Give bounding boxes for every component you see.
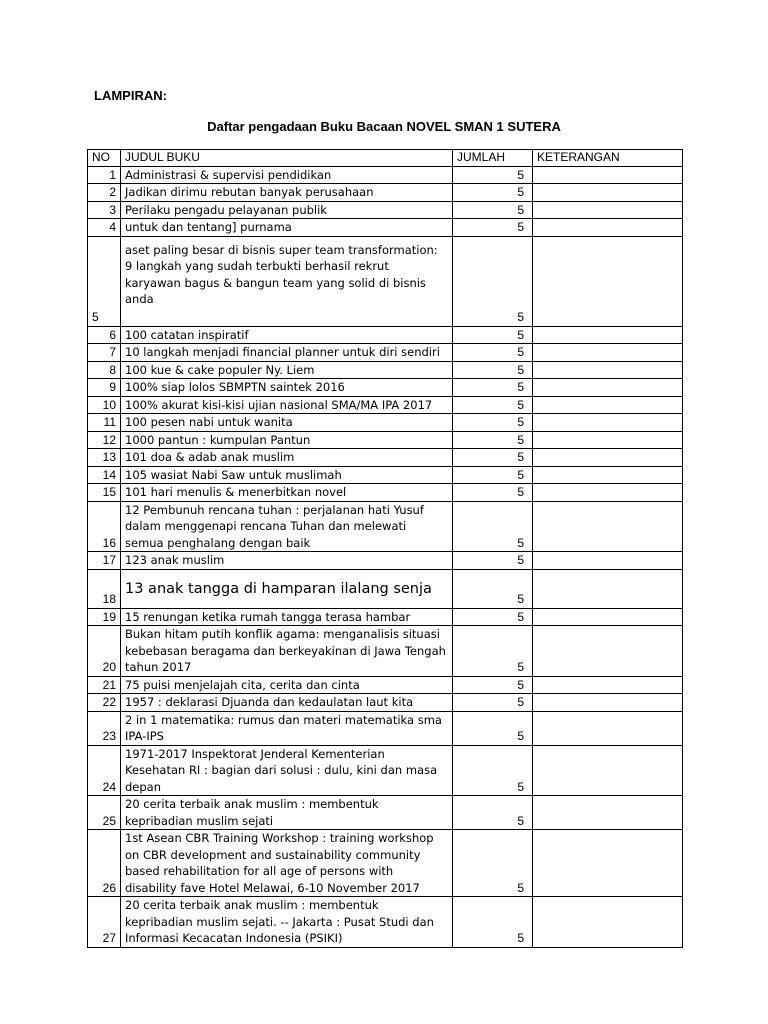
- row-quantity: 5: [453, 676, 533, 694]
- row-no: 11: [88, 414, 121, 432]
- row-quantity: 5: [453, 431, 533, 449]
- table-row: [88, 184, 683, 202]
- row-quantity: 5: [453, 608, 533, 626]
- row-remarks: [533, 379, 683, 397]
- row-remarks: [533, 501, 683, 552]
- row-title: 1971-2017 Inspektorat Jenderal Kementerian Kesehatan RI : bagian dari solusi : dulu, kini dan masa depan: [121, 745, 453, 796]
- table-row: [88, 236, 683, 326]
- table-row: [88, 219, 683, 237]
- row-quantity: 5: [453, 344, 533, 362]
- row-quantity: 5: [453, 219, 533, 237]
- row-no: 12: [88, 431, 121, 449]
- row-remarks: [533, 236, 683, 326]
- row-no: 16: [88, 501, 121, 552]
- table-row: [88, 501, 683, 552]
- row-quantity: 5: [453, 694, 533, 712]
- table-row: [88, 745, 683, 796]
- row-remarks: [533, 897, 683, 948]
- row-no: 10: [88, 396, 121, 414]
- row-quantity: 5: [453, 166, 533, 184]
- row-no: 13: [88, 449, 121, 467]
- row-quantity: 5: [453, 796, 533, 830]
- row-quantity: 5: [453, 396, 533, 414]
- row-no: 5: [88, 236, 121, 326]
- row-title: [121, 569, 453, 608]
- row-remarks: [533, 326, 683, 344]
- row-title-text: 13 anak tangga di hamparan ilalang senja: [125, 581, 432, 597]
- row-remarks: [533, 414, 683, 432]
- row-title: Jadikan dirimu rebutan banyak perusahaan: [121, 184, 453, 202]
- row-quantity: 5: [453, 830, 533, 897]
- row-title: 1000 pantun : kumpulan Pantun: [121, 431, 453, 449]
- table-row: [88, 676, 683, 694]
- row-no: 22: [88, 694, 121, 712]
- row-quantity: 5: [453, 379, 533, 397]
- row-remarks: [533, 449, 683, 467]
- row-no: 3: [88, 201, 121, 219]
- table-header-row: [88, 150, 683, 167]
- row-no: 6: [88, 326, 121, 344]
- row-no: 4: [88, 219, 121, 237]
- table-row: [88, 344, 683, 362]
- table-row: [88, 166, 683, 184]
- row-remarks: [533, 569, 683, 608]
- header-no: NO: [88, 150, 121, 167]
- row-title: 100 pesen nabi untuk wanita: [121, 414, 453, 432]
- row-title: 123 anak muslim: [121, 552, 453, 570]
- table-row: [88, 897, 683, 948]
- row-title: 100 catatan inspiratif: [121, 326, 453, 344]
- row-no: 19: [88, 608, 121, 626]
- table-row: [88, 379, 683, 397]
- header-jumlah: JUMLAH: [453, 150, 533, 167]
- row-no: 14: [88, 466, 121, 484]
- table-row: [88, 361, 683, 379]
- row-remarks: [533, 676, 683, 694]
- table-row: [88, 694, 683, 712]
- row-remarks: [533, 396, 683, 414]
- row-title: 100% akurat kisi-kisi ujian nasional SMA/MA IPA 2017: [121, 396, 453, 414]
- row-quantity: 5: [453, 466, 533, 484]
- row-no: 18: [88, 569, 121, 608]
- table-row: [88, 608, 683, 626]
- row-remarks: [533, 694, 683, 712]
- table-row: [88, 626, 683, 677]
- row-quantity: 5: [453, 236, 533, 326]
- row-no: 27: [88, 897, 121, 948]
- row-quantity: 5: [453, 569, 533, 608]
- row-remarks: [533, 608, 683, 626]
- table-row: [88, 711, 683, 745]
- row-no: 15: [88, 484, 121, 502]
- table-row: [88, 466, 683, 484]
- row-title: Administrasi & supervisi pendidikan: [121, 166, 453, 184]
- table-row: [88, 431, 683, 449]
- row-title: 1st Asean CBR Training Workshop : training workshop on CBR development and sustainability community based rehabilitation for all age of persons with disability fave Hotel Melawai, 6-10 November 2017: [121, 830, 453, 897]
- row-remarks: [533, 796, 683, 830]
- row-no: 7: [88, 344, 121, 362]
- row-remarks: [533, 830, 683, 897]
- row-title: untuk dan tentang] purnama: [121, 219, 453, 237]
- row-title: Perilaku pengadu pelayanan publik: [121, 201, 453, 219]
- row-title: 75 puisi menjelajah cita, cerita dan cinta: [121, 676, 453, 694]
- row-title: 20 cerita terbaik anak muslim : membentuk kepribadian muslim sejati: [121, 796, 453, 830]
- table-row: [88, 414, 683, 432]
- row-remarks: [533, 552, 683, 570]
- row-quantity: 5: [453, 361, 533, 379]
- row-no: 1: [88, 166, 121, 184]
- row-remarks: [533, 484, 683, 502]
- row-quantity: 5: [453, 449, 533, 467]
- row-no: 26: [88, 830, 121, 897]
- row-quantity: 5: [453, 745, 533, 796]
- row-quantity: 5: [453, 201, 533, 219]
- row-title: 2 in 1 matematika: rumus dan materi matematika sma IPA-IPS: [121, 711, 453, 745]
- row-quantity: 5: [453, 184, 533, 202]
- book-procurement-table: [87, 149, 683, 948]
- row-quantity: 5: [453, 897, 533, 948]
- row-remarks: [533, 466, 683, 484]
- row-quantity: 5: [453, 326, 533, 344]
- row-title: Bukan hitam putih konflik agama: menganalisis situasi kebebasan beragama dan berkeyakinan di Jawa Tengah tahun 2017: [121, 626, 453, 677]
- table-row: [88, 396, 683, 414]
- row-title: 101 doa & adab anak muslim: [121, 449, 453, 467]
- row-title: 15 renungan ketika rumah tangga terasa hambar: [121, 608, 453, 626]
- row-remarks: [533, 431, 683, 449]
- table-row: [88, 830, 683, 897]
- row-remarks: [533, 166, 683, 184]
- row-title: 1957 : deklarasi Djuanda dan kedaulatan laut kita: [121, 694, 453, 712]
- row-title: 101 hari menulis & menerbitkan novel: [121, 484, 453, 502]
- row-remarks: [533, 626, 683, 677]
- row-no: 24: [88, 745, 121, 796]
- row-remarks: [533, 361, 683, 379]
- row-quantity: 5: [453, 626, 533, 677]
- row-no: 20: [88, 626, 121, 677]
- row-quantity: 5: [453, 414, 533, 432]
- table-row: [88, 201, 683, 219]
- row-remarks: [533, 184, 683, 202]
- header-keterangan: KETERANGAN: [533, 150, 683, 167]
- row-quantity: 5: [453, 501, 533, 552]
- table-row: [88, 569, 683, 608]
- document-title: Daftar pengadaan Buku Bacaan NOVEL SMAN 1 SUTERA: [207, 119, 561, 134]
- row-remarks: [533, 745, 683, 796]
- row-quantity: 5: [453, 552, 533, 570]
- attachment-heading: LAMPIRAN:: [94, 88, 167, 103]
- header-judul-buku: JUDUL BUKU: [121, 150, 453, 167]
- row-no: 23: [88, 711, 121, 745]
- row-quantity: 5: [453, 711, 533, 745]
- row-no: 17: [88, 552, 121, 570]
- row-no: 9: [88, 379, 121, 397]
- table-row: [88, 449, 683, 467]
- row-title: 100 kue & cake populer Ny. Liem: [121, 361, 453, 379]
- row-quantity: 5: [453, 484, 533, 502]
- row-remarks: [533, 711, 683, 745]
- row-title: 12 Pembunuh rencana tuhan : perjalanan hati Yusuf dalam menggenapi rencana Tuhan dan melewati semua penghalang dengan baik: [121, 501, 453, 552]
- row-title: aset paling besar di bisnis super team transformation: 9 langkah yang sudah terbukti berhasil rekrut karyawan bagus & bangun team yang solid di bisnis anda: [121, 236, 453, 326]
- table-row: [88, 552, 683, 570]
- row-title: 100% siap lolos SBMPTN saintek 2016: [121, 379, 453, 397]
- table-row: [88, 796, 683, 830]
- row-no: 21: [88, 676, 121, 694]
- row-title: 105 wasiat Nabi Saw untuk muslimah: [121, 466, 453, 484]
- row-no: 25: [88, 796, 121, 830]
- row-remarks: [533, 219, 683, 237]
- row-title: 10 langkah menjadi financial planner untuk diri sendiri: [121, 344, 453, 362]
- table-row: [88, 326, 683, 344]
- table-row: [88, 484, 683, 502]
- row-no: 8: [88, 361, 121, 379]
- row-remarks: [533, 344, 683, 362]
- row-remarks: [533, 201, 683, 219]
- row-no: 2: [88, 184, 121, 202]
- row-title: 20 cerita terbaik anak muslim : membentuk kepribadian muslim sejati. -- Jakarta : Pusat Studi dan Informasi Kecacatan Indonesia (PSIKI): [121, 897, 453, 948]
